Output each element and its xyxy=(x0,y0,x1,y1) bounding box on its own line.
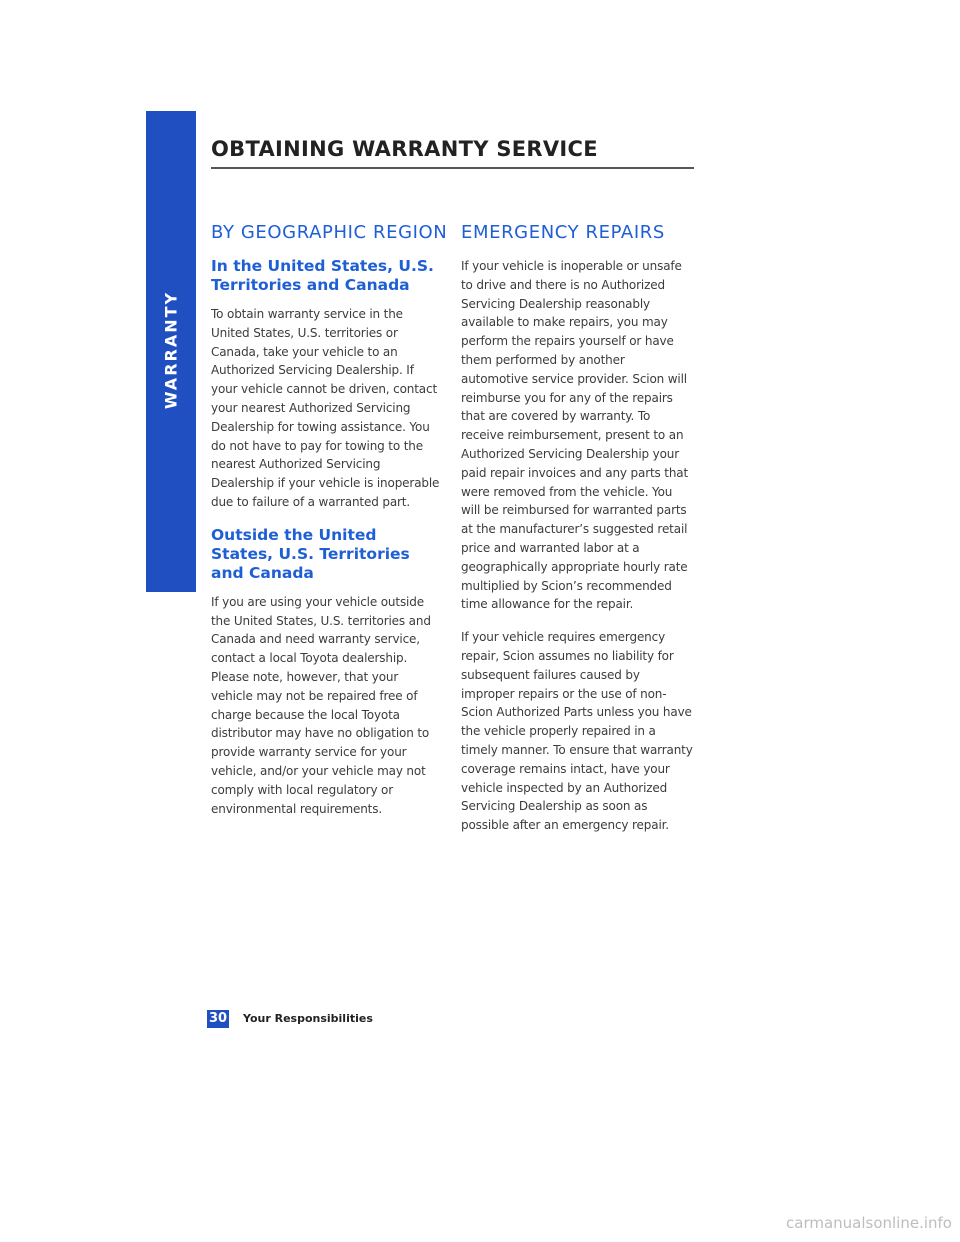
emergency-repairs-paragraph-2: If your vehicle requires emergency repair, Scion assumes no liability for subsequent failures caused by improper repairs or the use of non-Scion Authorized Parts unless you have the vehicle properly repaired in a timely manner. To ensure that warranty coverage remains intact, have your vehicle inspected by an Authorized Servicing Dealership as soon as possible after an emergency repair. xyxy=(461,630,693,833)
emergency-repairs-paragraph-1: If your vehicle is inoperable or unsafe to drive and there is no Authorized Servicing Dealership reasonably available to make repairs, you may perform the repairs yourself or have them performed by another automotive service provider. Scion will reimburse you for any of the repairs that are covered by warranty. To receive reimbursement, present to an Authorized Servicing Dealership your paid repair invoices and any parts that were removed from the vehicle. You will be reimbursed for warranted parts at the manufacturer’s suggested retail price and warranted labor at a geographically appropriate hourly rate multiplied by Scion’s recommended time allowance for the repair. xyxy=(461,259,689,612)
page-number-badge: 30 xyxy=(208,1011,228,1026)
watermark: carmanualsonline.info xyxy=(786,1214,952,1232)
outside-us-subheading: Outside the United States, U.S. Territories and Canada xyxy=(211,525,410,582)
side-tab-label: WARRANTY xyxy=(161,290,181,410)
emergency-repairs-heading: EMERGENCY REPAIRS xyxy=(461,222,665,243)
geographic-region-heading: BY GEOGRAPHIC REGION xyxy=(211,222,448,243)
page-title: OBTAINING WARRANTY SERVICE xyxy=(211,137,598,161)
footer-section-name: Your Responsibilities xyxy=(243,1012,373,1025)
left-column xyxy=(211,222,448,832)
right-column xyxy=(461,222,695,849)
outside-us-body: If you are using your vehicle outside the United States, U.S. territories and Canada and need warranty service, contact a local Toyota dealership. Please note, however, that your vehicle may not be repaired free of charge because the local Toyota distributor may have no obligation to provide warranty service for your vehicle, and/or your vehicle may not comply with local regulatory or environmental requirements. xyxy=(211,594,431,816)
title-divider xyxy=(211,167,694,169)
us-territories-canada-body: To obtain warranty service in the United States, U.S. territories or Canada, take your vehicle to an Authorized Servicing Dealership. If your vehicle cannot be driven, contact your nearest Authorized Servicing Dealership for towing assistance. You do not have to pay for towing to the nearest Authorized Servicing Dealership if your vehicle is inoperable due to failure of a warranted part. xyxy=(211,307,440,509)
us-territories-canada-subheading: In the United States, U.S. Territories and Canada xyxy=(211,257,434,294)
